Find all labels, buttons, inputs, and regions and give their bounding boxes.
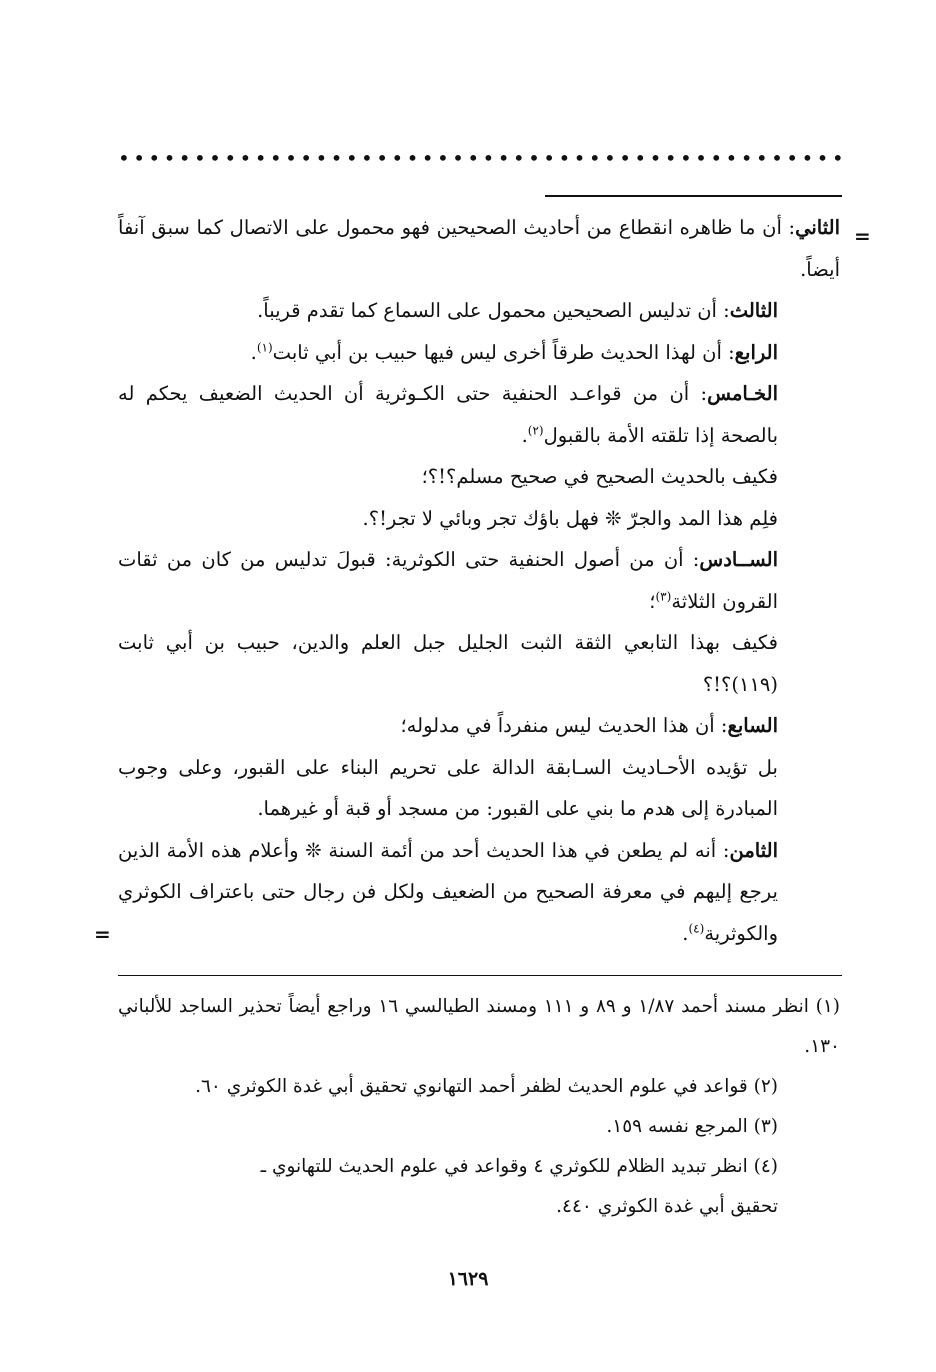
footnote-ref-3: (٣) — [655, 589, 672, 603]
footnote-1: (١) انظر مسند أحمد ١/٨٧ و ٨٩ و ١١١ ومسند الطيالسي ١٦ وراجع أيضاً تحذير الساجد للألباني ١٣٠. — [118, 996, 841, 1057]
divider-dot: • — [740, 146, 753, 170]
divider-dot: • — [482, 146, 495, 170]
label-second: الثاني — [795, 216, 840, 239]
divider-dot: • — [695, 146, 707, 170]
divider-dot: • — [421, 146, 434, 170]
divider-dot: • — [801, 146, 814, 170]
label-fifth: الخـامس — [707, 382, 778, 405]
divider-dot: • — [831, 146, 844, 170]
divider-dot: • — [224, 146, 237, 170]
divider-dot: • — [391, 146, 404, 170]
paragraph-fifth: الخـامس: أن من قواعـد الحنفية حتى الكـوثرية أن الحديث الضعيف يحكم له بالصحة إذا تلقته الأمة بالقبول$^{(٢)}$. — [118, 382, 778, 447]
divider-dot: • — [118, 146, 130, 170]
divider-dot: • — [512, 146, 525, 170]
divider-dot: • — [816, 146, 829, 170]
divider-dot: • — [679, 146, 692, 170]
divider-dot: • — [376, 146, 388, 170]
footnote-ref-2: (٢) — [527, 423, 544, 437]
divider-dot: • — [573, 146, 586, 170]
footnote-ref-4: (٤) — [688, 921, 705, 935]
footnote-2: (٢) قواعد في علوم الحديث لظفر أحمد التهانوي تحقيق أبي غدة الكوثري ٦٠. — [195, 1076, 778, 1097]
divider-dot: • — [133, 146, 145, 170]
divider-dot: • — [285, 146, 297, 170]
divider-dot: • — [634, 146, 647, 170]
divider-dot: • — [467, 146, 480, 170]
divider-dot: • — [406, 146, 419, 170]
footnote-3: (٣) المرجع نفسه ١٥٩. — [606, 1116, 778, 1137]
paragraph-second: الثاني: أن ما ظاهره انقطاع من أحاديث الصحيحين فهو محمول على الاتصال كما سبق آنفاً أيضاً. — [118, 216, 840, 281]
divider-dot: • — [528, 146, 540, 170]
page-number: ١٦٢٩ — [447, 1268, 489, 1290]
paragraph-seventh: السابع: أن هذا الحديث ليس منفرداً في مدلوله؛ — [400, 714, 778, 737]
label-seventh: السابع — [727, 714, 778, 737]
divider-dot: • — [239, 146, 252, 170]
divider-dot: • — [163, 146, 176, 170]
divider-dot: • — [710, 146, 723, 170]
paragraph-question-2: فلِم هذا المد والجرّ ❊ فهل باؤك تجر وبائي لا تجر!؟. — [362, 506, 778, 530]
divider-dot: • — [558, 146, 571, 170]
divider-dot: • — [330, 146, 343, 170]
divider-dot: • — [269, 146, 282, 170]
divider-dot: • — [345, 146, 358, 170]
divider-dot: • — [786, 146, 799, 170]
divider-dot: • — [588, 146, 601, 170]
paragraph-fourth: الرابع: أن لهذا الحديث طرقاً أخرى ليس فيها حبيب بن أبي ثابت$^{(١)}$. — [250, 340, 778, 364]
divider-dot: • — [193, 146, 206, 170]
divider-dot: • — [664, 146, 677, 170]
paragraph-sixth: الســادس: أن من أصول الحنفية حتى الكوثرية: قبولَ تدليس من كان من ثقات القرون الثلاثة$^{(٣)}$؛ — [118, 548, 778, 613]
main-text — [118, 207, 840, 954]
divider-dot: • — [543, 146, 556, 170]
divider-dot: • — [604, 146, 616, 170]
paragraph-third: الثالث: أن تدليس الصحيحين محمول على السماع كما تقدم قريباً. — [257, 299, 778, 322]
label-third: الثالث — [729, 299, 778, 322]
divider-dot: • — [178, 146, 191, 170]
divider-dot: • — [771, 146, 783, 170]
divider-dot: • — [148, 146, 161, 170]
paragraph-question-3: فكيف بهذا التابعي الثقة الثبت الجليل جبل العلم والدين، حبيب بن أبي ثابت (١١٩)؟!؟ — [118, 631, 778, 696]
label-sixth: الســادس — [699, 548, 778, 571]
footnotes — [118, 987, 840, 1227]
footnote-4: (٤) انظر تبديد الظلام للكوثري ٤ وقواعد في علوم الحديث للتهانوي ـ — [260, 1156, 778, 1177]
label-eighth: الثامن — [729, 838, 778, 862]
header-rule — [545, 195, 842, 197]
divider-dot: • — [361, 146, 373, 170]
dotted-divider — [118, 140, 844, 176]
divider-dot: • — [315, 146, 328, 170]
divider-dot: • — [300, 146, 313, 170]
divider-dot: • — [725, 146, 738, 170]
continuation-mark-top: = — [854, 224, 871, 248]
paragraph-support: بل تؤيده الأحـاديث السـابقة الدالة على تحريم البناء على القبور، وعلى وجوب المبادرة إلى هدم ما بني على القبور: من مسجد أو قبة أو غيرهما. — [118, 755, 778, 820]
divider-dot: • — [619, 146, 631, 170]
divider-dot: • — [254, 146, 267, 170]
footnote-ref-1: (١) — [256, 340, 273, 354]
paragraph-question-1: فكيف بالحديث الصحيح في صحيح مسلم؟!؟؛ — [421, 465, 778, 488]
divider-dot: • — [436, 146, 449, 170]
paragraph-eighth: الثامن: أنه لم يطعن في هذا الحديث أحد من أئمة السنة ❊ وأعلام هذه الأمة الذين يرجع إليهم في معرفة الصحيح من الضعيف ولكل فن رجال حتى باعتراف الكوثري والكوثرية$^{(٤)}$. — [118, 838, 778, 945]
continuation-mark-bottom: = — [94, 922, 111, 946]
divider-dot: • — [755, 146, 768, 170]
footnote-4-continued: تحقيق أبي غدة الكوثري ٤٤٠. — [556, 1196, 778, 1217]
divider-dot: • — [209, 146, 221, 170]
footnotes-rule — [118, 975, 842, 976]
divider-dot: • — [497, 146, 510, 170]
label-fourth: الرابع — [734, 340, 778, 364]
divider-dot: • — [452, 146, 464, 170]
divider-dot: • — [649, 146, 662, 170]
